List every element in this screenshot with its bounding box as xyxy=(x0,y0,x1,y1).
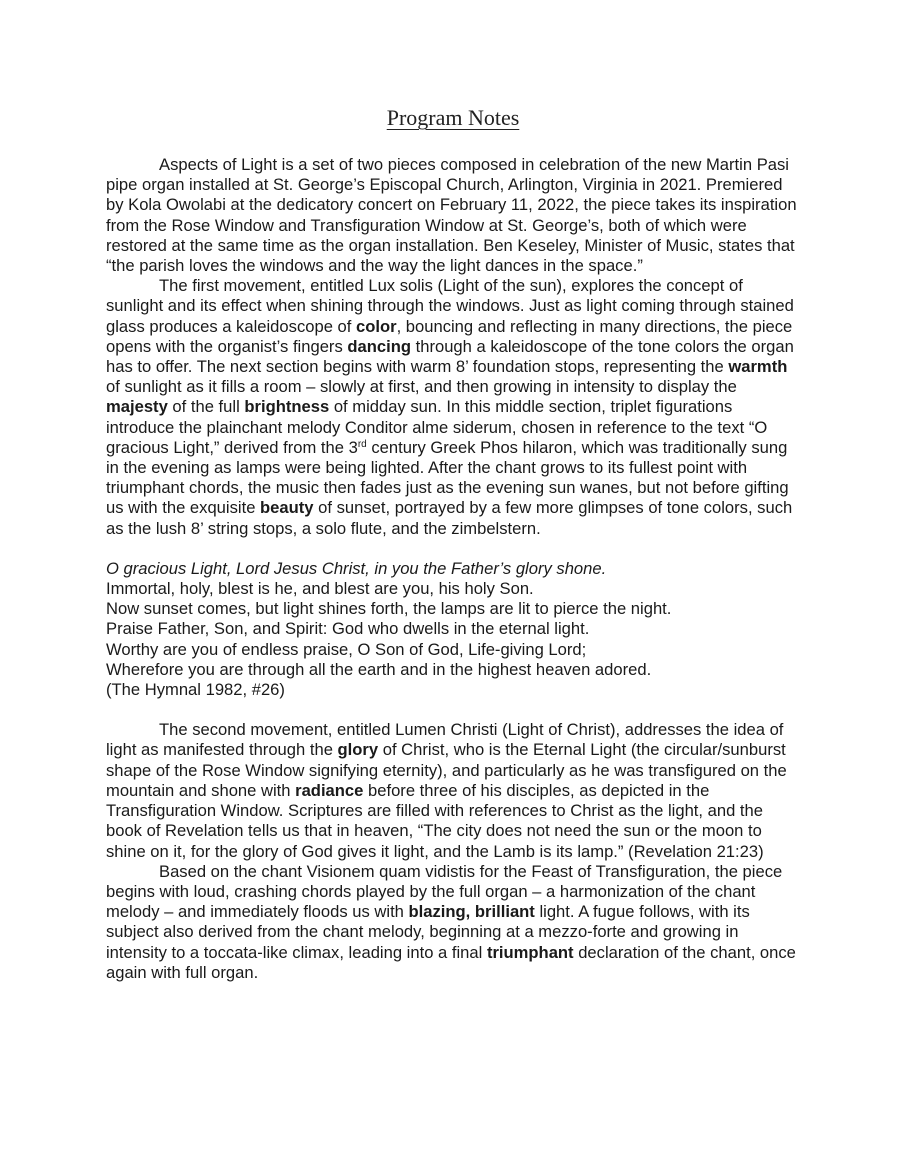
emphasis-beauty: beauty xyxy=(260,498,314,518)
text-run: century Greek Phos hilaron, which was traditionally sung in the evening as lamps were being lighted. After the chant grows to its fullest point with triumphant chords, the music then fades just as the evening sun wanes, but not before gifting us with the exquisite xyxy=(106,437,789,518)
text-run: of midday sun. In this middle section, triplet figurations introduce the plainchant melody Conditor alme siderum, chosen in reference to the text “O gracious Light,” derived from the 3 xyxy=(106,397,768,457)
hymn-line: Worthy are you of endless praise, O Son of God, Life-giving Lord; xyxy=(106,639,587,659)
page-title: Program Notes xyxy=(386,105,520,130)
text-run: of the full xyxy=(167,397,245,417)
paragraph-intro-text: Aspects of Light is a set of two pieces composed in celebration of the new Martin Pasi pipe organ installed at St. George’s Episcopal Church, Arlington, Virginia in 2021. Premiered by Kola Owolabi at the dedicatory concert on February 11, 2022, the piece takes its inspiration from the Rose Window and Transfiguration Window at St. George’s, both of which were restored at the same time as the organ installation. Ben Keseley, Minister of Music, states that “the parish loves the windows and the way the light dances in the space.” xyxy=(106,155,797,276)
text-run: light. A fugue follows, with its subject also derived from the chant melody, beginning at a mezzo-forte and growing in intensity to a toccata-like climax, leading into a final xyxy=(106,902,750,962)
emphasis-dancing: dancing xyxy=(347,336,411,356)
emphasis-blazing-brilliant: blazing, brilliant xyxy=(408,902,535,922)
spacer xyxy=(106,700,800,720)
text-run: of sunset, portrayed by a few more glimpses of tone colors, such as the lush 8’ string stops, a solo flute, and the zimbelstern. xyxy=(106,498,793,538)
emphasis-brightness: brightness xyxy=(244,397,330,417)
ordinal-superscript: rd xyxy=(357,438,367,450)
text-run: The first movement, entitled Lux solis (Light of the sun), explores the concept of sunlight and its effect when shining through the windows. Just as light coming through stained glass produces a kaleidoscope of xyxy=(106,276,794,336)
emphasis-majesty: majesty xyxy=(106,397,168,417)
hymn-line: O gracious Light, Lord Jesus Christ, in you the Father’s glory shone. xyxy=(106,558,607,578)
text-run: before three of his disciples, as depicted in the Transfiguration Window. Scriptures are filled with references to Christ as the light, and the book of Revelation tells us that in heaven, “The city does not need the sun or the moon to shine on it, for the glory of God gives it light, and the Lamb is its lamp.” (Revelation 21:23) xyxy=(106,780,764,861)
emphasis-color: color xyxy=(355,316,397,336)
spacer xyxy=(106,539,800,559)
hymn-line: Praise Father, Son, and Spirit: God who dwells in the eternal light. xyxy=(106,619,590,639)
text-run: through a kaleidoscope of the tone colors the organ has to offer. The next section begins with warm 8’ foundation stops, representing the xyxy=(106,336,794,377)
emphasis-warmth: warmth xyxy=(728,357,788,377)
hymn-citation: (The Hymnal 1982, #26) xyxy=(106,680,285,700)
paragraph-second-movement xyxy=(106,720,800,861)
hymn-quote xyxy=(106,559,800,700)
text-run: Based on the chant Visionem quam vidistis for the Feast of Transfiguration, the piece begins with loud, crashing chords played by the full organ – a harmonization of the chant melody – and immediately floods us with xyxy=(106,861,783,922)
text-run: declaration of the chant, once again with full organ. xyxy=(106,942,796,982)
emphasis-radiance: radiance xyxy=(295,780,364,800)
text-run: of Christ, who is the Eternal Light (the circular/sunburst shape of the Rose Window signifying eternity), and particularly as he was transfigured on the mountain and shone with xyxy=(106,740,787,800)
text-run: of sunlight as it fills a room – slowly at first, and then growing in intensity to display the xyxy=(106,377,737,397)
emphasis-triumphant: triumphant xyxy=(486,942,574,962)
paragraph-intro xyxy=(106,155,800,276)
hymn-line: Now sunset comes, but light shines forth, the lamps are lit to pierce the night. xyxy=(106,599,672,619)
hymn-line: Wherefore you are through all the earth and in the highest heaven adored. xyxy=(106,659,652,679)
paragraph-first-movement xyxy=(106,276,800,539)
paragraph-chant-basis xyxy=(106,862,800,983)
emphasis-glory: glory xyxy=(337,740,379,760)
hymn-line: Immortal, holy, blest is he, and blest are you, his holy Son. xyxy=(106,579,534,599)
text-run: The second movement, entitled Lumen Christi (Light of Christ), addresses the idea of light as manifested through the xyxy=(106,720,784,760)
text-run: , bouncing and reflecting in many directions, the piece opens with the organist’s fingers xyxy=(106,316,793,356)
